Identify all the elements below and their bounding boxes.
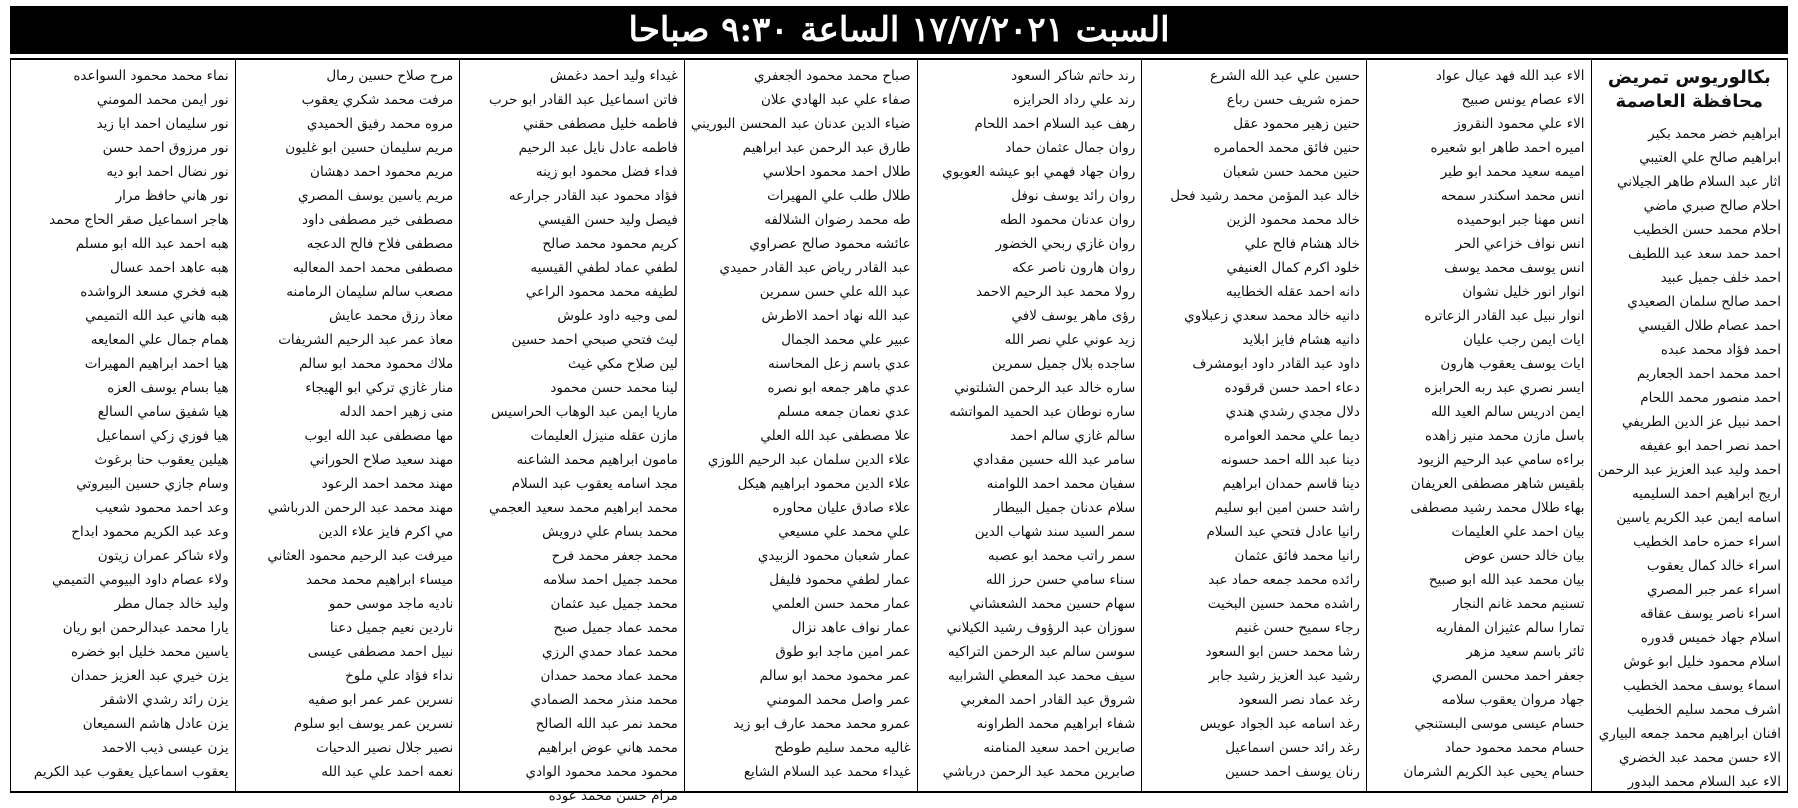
list-item: سمر السيد سند شهاب الدين <box>974 524 1136 540</box>
list-item: ابراهيم خضر محمد بكير <box>1648 126 1781 142</box>
list-item: زيد عوني علي نصر الله <box>1004 332 1136 348</box>
list-item: ميساء ابراهيم محمد محمد <box>306 572 454 588</box>
list-item: احمد صالح سلمان الصعيدي <box>1627 294 1781 310</box>
list-item: احمد نصر احمد ابو عفيفه <box>1639 438 1781 454</box>
list-item: اسماء يوسف محمد الخطيب <box>1622 678 1781 694</box>
list-item: فؤاد محمود عبد القادر جرارعه <box>508 188 678 204</box>
list-item: سامر عبد الله حسين مقدادي <box>973 452 1136 468</box>
list-item: محمد عماد حمدي الرزي <box>541 644 678 660</box>
list-item: يزن خيري عبد العزيز حمدان <box>70 668 229 684</box>
list-item: محمد جعفر محمد فرح <box>551 548 678 564</box>
list-item: منى زهير احمد الدله <box>339 404 454 420</box>
list-item: عمار نواف عاهد نزال <box>791 620 911 636</box>
list-item: غيداء وليد احمد دغمش <box>549 68 678 84</box>
list-item: عمر محمود محمد ابو سالم <box>759 668 911 684</box>
list-item: سهام حسين محمد الشعشاني <box>969 596 1136 612</box>
list-item: روان هارون ناصر عكه <box>1012 260 1136 276</box>
list-item: محمد جميل احمد سلامه <box>542 572 678 588</box>
list-item: هبه هاني عبد الله التميمي <box>85 308 229 324</box>
list-item: احلام محمد حسن الخطيب <box>1633 222 1781 238</box>
column-8 <box>11 60 235 791</box>
list-item: عمار شعبان محمود الزبيدي <box>757 548 911 564</box>
list-item: لطيفه محمد محمود الراعي <box>525 284 678 300</box>
list-item: هيا بسام يوسف العزه <box>107 380 229 396</box>
list-item: فاطمه خليل مصطفى حقني <box>522 116 678 132</box>
list-item: حسين علي عبد الله الشرع <box>1210 68 1360 84</box>
list-item: علاء الدين سلمان عبد الرحيم اللوزي <box>707 452 911 468</box>
list-item: نور مرزوق احمد حسن <box>102 140 229 156</box>
list-item: روان جهاد فهمي ابو عيشه العويوي <box>942 164 1136 180</box>
list-item: روان رائد يوسف نوفل <box>1011 188 1136 204</box>
list-item: مجد اسامه يعقوب عبد السلام <box>511 476 678 492</box>
date-banner-title: السبت ١٧/٧/٢٠٢١ الساعة ٩:٣٠ صباحا <box>628 10 1170 50</box>
list-item: نور هاني حافظ مرار <box>115 188 229 204</box>
list-item: ايمن ادريس سالم العيد الله <box>1430 404 1585 420</box>
list-item: روان جمال عثمان حماد <box>1005 140 1136 156</box>
list-item: بيان محمد عبد الله ابو صبيح <box>1428 572 1585 588</box>
list-item: روان عدنان محمود الطه <box>999 212 1136 228</box>
list-item: دانه احمد عقله الخطايبه <box>1225 284 1360 300</box>
column-4 <box>917 60 1142 791</box>
list-item: مصطفى محمد احمد المعالبه <box>292 260 454 276</box>
list-item: حسام يحيى عبد الكريم الشرمان <box>1403 764 1585 780</box>
list-item: رجاء سميح حسن غنيم <box>1234 620 1360 636</box>
list-item: ايات ايمن رجب عليان <box>1463 332 1585 348</box>
list-item: محمود محمد محمود الوادي <box>525 764 678 780</box>
list-item: هيا فوزي زكي اسماعيل <box>96 428 229 444</box>
list-item: وعد عبد الكريم محمود ابداح <box>71 524 229 540</box>
list-item: محمد هاني عوض ابراهيم <box>537 740 678 756</box>
list-item: ملاك محمود محمد ابو سالم <box>299 356 454 372</box>
list-item: احمد وليد عبد العزيز عبد الرحمن <box>1597 462 1781 478</box>
list-item: رنان يوسف احمد حسين <box>1225 764 1360 780</box>
list-item: ياسين محمد خليل ابو خضره <box>70 644 229 660</box>
list-item: الاء علي محمود النقروز <box>1454 116 1585 132</box>
list-item: مهند محمد احمد الرعود <box>321 476 454 492</box>
list-item: محمد جميل عبد عثمان <box>550 596 678 612</box>
list-item: محمد ابراهيم محمد سعيد العجمي <box>489 500 678 516</box>
list-item: ساره نوطان عبد الحميد المواتشه <box>949 404 1136 420</box>
list-item: مصعب سالم سليمان الرمامنه <box>286 284 454 300</box>
list-item: مهند محمد عبد الرحمن الدرباشي <box>267 500 454 516</box>
list-item: سوسن سالم عبد الرحمن التراكيه <box>947 644 1136 660</box>
list-item: غاليه محمد سليم طوطح <box>774 740 911 756</box>
column-3 <box>1141 60 1366 791</box>
list-item: عدي ماهر جمعه ابو نصره <box>767 380 911 396</box>
list-item: احمد نبيل عز الدين الطريفي <box>1622 414 1781 430</box>
list-item: دلال مجدي رشدي هندي <box>1225 404 1360 420</box>
list-item: احمد عصام طلال القيسي <box>1638 318 1781 334</box>
list-item: محمد بسام علي درويش <box>542 524 678 540</box>
list-item: مرح صلاح حسين رمال <box>326 68 454 84</box>
name-list <box>1598 122 1781 794</box>
list-item: ضياء الدين عدنان عبد المحسن البوريني <box>690 116 911 132</box>
list-item: ماريا ايمن عبد الوهاب الحراسيس <box>491 404 678 420</box>
list-item: مصطفى فلاح فالح الدعجه <box>306 236 454 252</box>
list-item: حنين محمد حسن شعبان <box>1222 164 1360 180</box>
list-item: عدي نعمان جمعه مسلم <box>777 404 911 420</box>
list-item: اثار عبد السلام طاهر الجيلاني <box>1617 174 1781 190</box>
list-item: اسراء خالد كمال يعقوب <box>1646 558 1781 574</box>
list-item: حمزه شريف حسن رباع <box>1226 92 1360 108</box>
list-item: مامون ابراهيم محمد الشاعنه <box>516 452 678 468</box>
list-item: الاء حسن محمد عبد الخضري <box>1619 750 1781 766</box>
list-item: رشا محمد حسن ابو السعود <box>1205 644 1360 660</box>
list-item: افنان ابراهيم محمد جمعه البياري <box>1598 726 1781 742</box>
column-7 <box>235 60 460 791</box>
list-item: نور ايمن محمد المومني <box>96 92 229 108</box>
list-item: صفاء علي عبد الهادي علان <box>760 92 911 108</box>
list-item: عبد الله نهاد احمد الاطرش <box>761 308 911 324</box>
list-item: رغد اسامه عبد الجواد عويس <box>1199 716 1360 732</box>
list-item: نعمه احمد علي عبد الله <box>321 764 454 780</box>
list-item: وليد خالد جمال مطر <box>114 596 229 612</box>
list-item: انس مهنا جبر ابوحميده <box>1456 212 1585 228</box>
list-item: سالم غازي سالم احمد <box>1010 428 1136 444</box>
list-item: تسنيم محمد غانم النجار <box>1452 596 1585 612</box>
list-item: ثائر باسم سعيد مزهر <box>1466 644 1585 660</box>
list-item: دانيه خالد محمد سعدي زعبلاوي <box>1184 308 1360 324</box>
list-item: هيا شفيق سامي السالع <box>97 404 229 420</box>
list-item: اسلام محمود خليل ابو غوش <box>1623 654 1781 670</box>
list-item: مها مصطفى عبد الله ايوب <box>304 428 454 444</box>
list-item: عمر واصل محمد المومني <box>766 692 911 708</box>
name-list <box>466 64 678 808</box>
list-item: ميرفت عبد الرحيم محمود العثاني <box>267 548 454 564</box>
list-item: هيلين يعقوب حنا برغوث <box>94 452 229 468</box>
list-item: عبير علي محمد الجمال <box>781 332 911 348</box>
list-item: يزن عادل هاشم السميعان <box>82 716 229 732</box>
list-item: راشد حسن امين ابو سليم <box>1214 500 1360 516</box>
list-item: باسل مازن محمد منير زاهده <box>1425 428 1585 444</box>
list-item: محمد عماد محمد حمدان <box>540 668 678 684</box>
list-item: رولا محمد عبد الرحيم الاحمد <box>975 284 1136 300</box>
name-list <box>924 64 1136 784</box>
list-item: فاتن اسماعيل عبد القادر ابو حرب <box>488 92 678 108</box>
list-item: خالد محمد محمود الزين <box>1226 212 1360 228</box>
list-item: طه محمد رضوان الشلالفه <box>764 212 911 228</box>
list-item: مي اكرم فايز علاء الدين <box>318 524 454 540</box>
list-item: ولاء شاكر عمران زيتون <box>97 548 229 564</box>
list-item: مهند سعيد صلاح الحوراني <box>309 452 454 468</box>
list-item: اسامه ايمن عبد الكريم ياسين <box>1616 510 1781 526</box>
section-title-degree: بكالوريوس تمريض <box>1607 67 1771 88</box>
list-item: الاء عبد الله فهد عيال عواد <box>1435 68 1585 84</box>
date-banner <box>10 6 1788 54</box>
list-item: سيف محمد عبد المعطي الشرابيه <box>948 668 1136 684</box>
list-item: جهاد مروان يعقوب سلامه <box>1441 692 1585 708</box>
list-item: رند علي رداد الحرايزه <box>1012 92 1136 108</box>
list-item: طارق عبد الرحمن عبد ابراهيم <box>742 140 911 156</box>
column-2 <box>1366 60 1591 791</box>
list-item: منار غازي تركي ابو الهيجاء <box>305 380 454 396</box>
list-item: ليث فتحي صبحي احمد حسين <box>511 332 678 348</box>
list-item: نسرين عمر عمر ابو صفيه <box>308 692 454 708</box>
list-item: احمد خلف جميل عبيد <box>1660 270 1781 286</box>
list-item: بيان احمد علي العليمات <box>1451 524 1585 540</box>
list-item: اميره احمد طاهر ابو شعيره <box>1430 140 1585 156</box>
list-item: مريم سليمان حسين ابو غليون <box>285 140 454 156</box>
list-item: سمر راتب محمد ابو عصبه <box>987 548 1136 564</box>
list-item: احمد حمد سعد عبد اللطيف <box>1628 246 1781 262</box>
list-item: حسام محمد محمود حماد <box>1444 740 1585 756</box>
list-item: رند حاتم شاكر السعود <box>1011 68 1136 84</box>
name-list <box>17 64 229 784</box>
list-item: سوزان عبد الرؤوف رشيد الكيلاني <box>946 620 1136 636</box>
list-item: رائده محمد جمعه حماد عبد <box>1208 572 1360 588</box>
list-item: رهف عبد السلام احمد اللحام <box>974 116 1136 132</box>
list-item: طلال احمد محمود احلاسي <box>762 164 911 180</box>
list-item: اريج ابراهيم احمد السليميه <box>1631 486 1781 502</box>
list-item: محمد منذر محمد الصمادي <box>530 692 678 708</box>
list-item: معاذ رزق محمد عايش <box>329 308 454 324</box>
list-item: احلام صالح صبري ماضي <box>1643 198 1781 214</box>
list-item: مريم ياسين يوسف المصري <box>298 188 454 204</box>
list-item: نسرين عمر يوسف ابو سلوم <box>293 716 454 732</box>
list-item: شفاء ابراهيم محمد الطراونه <box>976 716 1136 732</box>
list-item: براءه سامي عبد الرحيم الزيود <box>1417 452 1585 468</box>
list-item: غيداء محمد عبد السلام الشايع <box>743 764 911 780</box>
column-1 <box>1591 60 1787 791</box>
list-item: نداء فؤاد علي ملوخ <box>345 668 454 684</box>
list-item: صابرين احمد سعيد المنامنه <box>983 740 1136 756</box>
list-item: انس يوسف محمد يوسف <box>1444 260 1585 276</box>
list-item: دينا قاسم حمدان ابراهيم <box>1222 476 1360 492</box>
list-item: نبيل احمد مصطفى عيسى <box>307 644 454 660</box>
list-item: الاء عبد السلام محمد البدور <box>1627 774 1781 790</box>
list-item: معاذ عمر عبد الرحيم الشريفات <box>278 332 454 348</box>
list-item: ايسر نصري عبد ربه الحرابزه <box>1424 380 1585 396</box>
list-item: مازن عقله منيزل العليمات <box>530 428 678 444</box>
list-item: علاء الدين محمود ابراهيم هيكل <box>737 476 911 492</box>
list-item: دانيه هشام فايز ابلايد <box>1242 332 1360 348</box>
list-item: انس محمد اسكندر سمحه <box>1440 188 1585 204</box>
list-item: بهاء طلال محمد رشيد مصطفى <box>1410 500 1585 516</box>
list-item: ناردين نعيم جميل دعنا <box>329 620 454 636</box>
list-item: صباح محمد محمود الجعفري <box>753 68 911 84</box>
list-item: فيصل وليد حسن القيسي <box>538 212 678 228</box>
list-item: مرام حسن محمد عوده <box>548 788 678 804</box>
list-item: مروه محمد رفيق الحميدي <box>306 116 454 132</box>
list-item: بيان خالد حسن عوض <box>1464 548 1585 564</box>
list-item: ناديه ماجد موسى حمو <box>328 596 454 612</box>
name-list <box>242 64 454 784</box>
list-item: يزن عيسى ذيب الاحمد <box>101 740 229 756</box>
list-item: احمد فؤاد محمد عبده <box>1660 342 1781 358</box>
list-item: حنين زهير محمود عقل <box>1233 116 1360 132</box>
list-item: هاجر اسماعيل صقر الحاج محمد <box>49 212 229 228</box>
list-item: علا مصطفى عبد الله العلي <box>760 428 911 444</box>
list-item: نصير جلال نصير الدحيات <box>316 740 454 756</box>
names-table <box>10 58 1788 804</box>
list-item: فاطمه عادل نايل عبد الرحيم <box>518 140 678 156</box>
list-item: داود عبد القادر داود ابومشرف <box>1192 356 1360 372</box>
list-item: لينا محمد حسن محمود <box>550 380 678 396</box>
list-item: خالد هشام فالح علي <box>1244 236 1360 252</box>
list-item: طلال طلب علي المهيرات <box>767 188 911 204</box>
list-item: عمار محمد حسن العلمي <box>771 596 911 612</box>
list-item: الاء عصام يونس صبيح <box>1461 92 1585 108</box>
list-item: ولاء عصام داود البيومي التميمي <box>52 572 229 588</box>
list-item: هبه فخري مسعد الرواشده <box>80 284 229 300</box>
list-item: ايات يوسف يعقوب هارون <box>1440 356 1585 372</box>
list-item: عدي باسم زعل المحاسنه <box>768 356 911 372</box>
section-title-governorate: محافظة العاصمة <box>1615 91 1764 112</box>
list-item: محمد نمر عبد الله الصالح <box>535 716 678 732</box>
list-item: رانيا محمد فائق عثمان <box>1234 548 1360 564</box>
name-list <box>1148 64 1360 784</box>
list-item: وسام جازي حسين البيروتي <box>76 476 229 492</box>
list-item: اسراء ناصر يوسف عقاقه <box>1640 606 1781 622</box>
list-item: حنين فائق محمد الحمامره <box>1213 140 1360 156</box>
column-6 <box>459 60 684 804</box>
list-item: اسراء عمر جبر المصري <box>1646 582 1781 598</box>
list-item: يزن رائد رشدي الاشقر <box>101 692 229 708</box>
list-item: يعقوب اسماعيل يعقوب عبد الكريم <box>33 764 229 780</box>
list-item: محمد عماد جميل صبح <box>553 620 678 636</box>
list-item: نور نضال احمد ابو ديه <box>106 164 229 180</box>
list-item: ساجده بلال جميل سمرين <box>991 356 1136 372</box>
list-item: دعاء احمد حسن قرقوده <box>1224 380 1360 396</box>
list-item: اسراء حمزه حامد الخطيب <box>1633 534 1781 550</box>
list-item: لطفي عماد لطفي القيسيه <box>530 260 678 276</box>
list-item: عبد الله علي حسن سمرين <box>759 284 911 300</box>
list-item: رشيد عبد العزيز رشيد جابر <box>1208 668 1360 684</box>
list-item: خالد عبد المؤمن محمد رشيد فحل <box>1170 188 1360 204</box>
list-item: خلود اكرم كمال العنيفي <box>1226 260 1360 276</box>
list-item: همام جمال علي المعايعه <box>90 332 229 348</box>
list-item: اشرف محمد سليم الخطيب <box>1626 702 1781 718</box>
list-item: رؤى ماهر يوسف لافي <box>1011 308 1136 324</box>
list-item: هبه احمد عبد الله ابو مسلم <box>75 236 229 252</box>
list-item: عمر امين ماجد ابو طوق <box>775 644 911 660</box>
list-item: علي محمد علي مسيعي <box>778 524 911 540</box>
list-item: سفيان محمد احمد اللوامنه <box>986 476 1136 492</box>
list-item: سناء سامي حسن حرز الله <box>985 572 1136 588</box>
list-item: نور سليمان احمد ابا زيد <box>96 116 229 132</box>
list-item: مرفت محمد شكري يعقوب <box>301 92 454 108</box>
list-item: صابرين محمد عبد الرحمن درباشي <box>942 764 1136 780</box>
list-item: كريم محمود محمد صالح <box>542 236 678 252</box>
list-item: اميمه سعيد محمد ابو طير <box>1440 164 1585 180</box>
list-item: عمرو محمد محمد عارف ابو زيد <box>733 716 911 732</box>
list-item: ديما علي محمد العوامره <box>1223 428 1360 444</box>
list-item: احمد منصور محمد اللحام <box>1640 390 1781 406</box>
list-item: يارا محمد عبدالرحمن ابو ريان <box>62 620 229 636</box>
list-item: مصطفى خير مصطفى داود <box>302 212 454 228</box>
column-5 <box>684 60 917 791</box>
list-item: جعفر احمد محسن المصري <box>1431 668 1585 684</box>
name-list <box>1373 64 1585 784</box>
list-item: روان غازي ربحي الخضور <box>995 236 1136 252</box>
list-item: مريم محمود احمد دهشان <box>310 164 454 180</box>
list-item: ابراهيم صالح علي العتيبي <box>1639 150 1781 166</box>
list-item: لمى وجيه داود علوش <box>557 308 678 324</box>
list-item: هبه عاهد احمد عسال <box>109 260 229 276</box>
list-item: عائشه محمود صالح عصراوي <box>749 236 911 252</box>
section-title <box>1598 66 1781 114</box>
list-item: تمارا سالم عثيزان المفاريه <box>1435 620 1585 636</box>
list-item: انس نواف خزاعي الحر <box>1455 236 1585 252</box>
name-list <box>691 64 911 784</box>
list-item: رغد عماد نصر السعود <box>1238 692 1360 708</box>
list-item: راشده محمد حسين البخيت <box>1207 596 1360 612</box>
list-item: دينا عبد الله احمد حسونه <box>1220 452 1360 468</box>
list-item: ساره خالد عبد الرحمن الشلتوني <box>954 380 1136 396</box>
list-item: انوار نبيل عبد القادر الزعاتره <box>1424 308 1585 324</box>
list-item: نماء محمد محمود السواعده <box>73 68 229 84</box>
list-item: هيا احمد ابراهيم المهيرات <box>84 356 229 372</box>
list-item: انوار انور خليل نشوان <box>1462 284 1585 300</box>
list-item: وعد احمد محمود شعيب <box>95 500 229 516</box>
list-item: رانيا عادل فتحي عبد السلام <box>1206 524 1360 540</box>
list-item: سلام عدنان جميل البيطار <box>993 500 1136 516</box>
list-item: حسام عيسى موسى البستنجي <box>1414 716 1585 732</box>
list-item: علاء صادق عليان محاوره <box>772 500 911 516</box>
list-item: لين صلاح مكي غيث <box>567 356 678 372</box>
list-item: عمار لطفي محمود فليفل <box>769 572 911 588</box>
list-item: عبد القادر رياض عبد القادر حميدي <box>719 260 911 276</box>
list-item: فداء فضل محمود ابو زينه <box>535 164 678 180</box>
list-item: احمد محمد احمد الجعاريم <box>1636 366 1781 382</box>
list-item: شروق عبد القادر احمد المغربي <box>960 692 1136 708</box>
list-item: رغد رائد حسن اسماعيل <box>1225 740 1360 756</box>
list-item: بلقيس شاهر مصطفى العريفان <box>1410 476 1585 492</box>
list-item: اسلام جهاد خميس قدوره <box>1640 630 1781 646</box>
